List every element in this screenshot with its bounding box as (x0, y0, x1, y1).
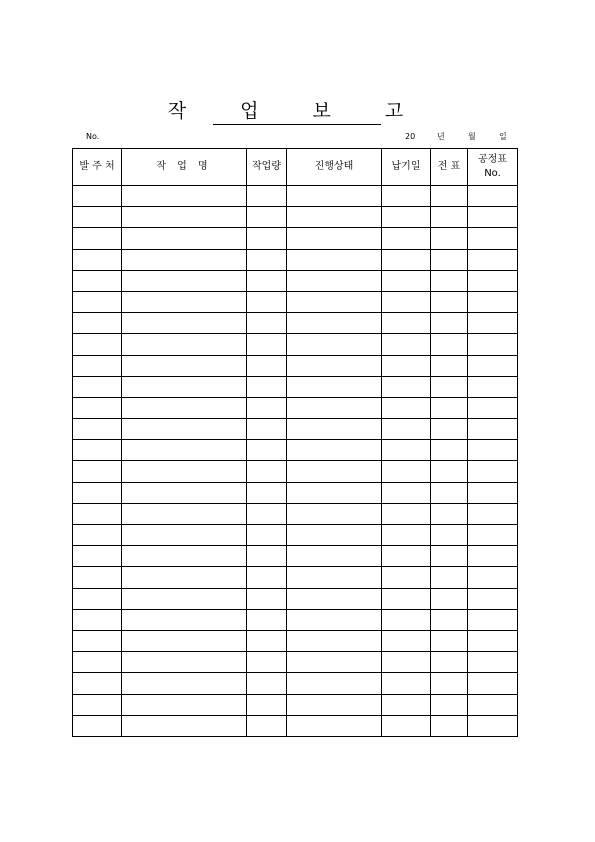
client-cell[interactable] (73, 270, 122, 291)
table-row (73, 525, 518, 546)
client-cell[interactable] (73, 419, 122, 440)
due-date-cell[interactable] (382, 546, 431, 567)
status-cell[interactable] (287, 588, 382, 609)
process-no-cell[interactable] (468, 482, 518, 503)
table-row (73, 567, 518, 588)
due-date-cell[interactable] (382, 228, 431, 249)
process-no-cell[interactable] (468, 694, 518, 715)
due-date-cell[interactable] (382, 186, 431, 207)
client-cell[interactable] (73, 630, 122, 651)
client-cell[interactable] (73, 355, 122, 376)
slip-cell[interactable] (431, 588, 468, 609)
slip-cell[interactable] (431, 207, 468, 228)
due-date-cell[interactable] (382, 334, 431, 355)
job-name-cell[interactable] (122, 546, 247, 567)
job-name-cell[interactable] (122, 694, 247, 715)
date-month-label: 월 (468, 132, 476, 141)
table-row (73, 270, 518, 291)
status-cell[interactable] (287, 376, 382, 397)
quantity-cell[interactable] (247, 207, 287, 228)
process-no-cell[interactable] (468, 419, 518, 440)
table-row (73, 694, 518, 715)
job-name-cell[interactable] (122, 461, 247, 482)
due-date-cell[interactable] (382, 588, 431, 609)
status-cell[interactable] (287, 673, 382, 694)
job-name-cell[interactable] (122, 355, 247, 376)
due-date-cell[interactable] (382, 715, 431, 736)
process-no-cell[interactable] (468, 249, 518, 270)
table-row (73, 376, 518, 397)
header-process-sheet-no (468, 149, 518, 186)
job-name-cell[interactable] (122, 482, 247, 503)
table-row (73, 546, 518, 567)
status-cell[interactable] (287, 715, 382, 736)
job-name-cell[interactable] (122, 630, 247, 651)
table-row (73, 652, 518, 673)
header-client: 발 주 처 (73, 149, 122, 186)
slip-cell[interactable] (431, 270, 468, 291)
job-name-cell[interactable] (122, 270, 247, 291)
quantity-cell[interactable] (247, 291, 287, 312)
process-no-cell[interactable] (468, 186, 518, 207)
process-no-cell[interactable] (468, 673, 518, 694)
process-no-cell[interactable] (468, 376, 518, 397)
client-cell[interactable] (73, 207, 122, 228)
process-no-cell[interactable] (468, 652, 518, 673)
quantity-cell[interactable] (247, 461, 287, 482)
table-row (73, 228, 518, 249)
job-name-cell[interactable] (122, 376, 247, 397)
due-date-cell[interactable] (382, 525, 431, 546)
status-cell[interactable] (287, 567, 382, 588)
process-no-cell[interactable] (468, 525, 518, 546)
table-row (73, 588, 518, 609)
job-name-cell[interactable] (122, 652, 247, 673)
status-cell[interactable] (287, 207, 382, 228)
due-date-cell[interactable] (382, 482, 431, 503)
slip-cell[interactable] (431, 313, 468, 334)
slip-cell[interactable] (431, 694, 468, 715)
quantity-cell[interactable] (247, 419, 287, 440)
quantity-cell[interactable] (247, 503, 287, 524)
process-no-cell[interactable] (468, 630, 518, 651)
due-date-cell[interactable] (382, 567, 431, 588)
table-row (73, 715, 518, 736)
quantity-cell[interactable] (247, 270, 287, 291)
due-date-cell[interactable] (382, 270, 431, 291)
process-no-cell[interactable] (468, 355, 518, 376)
status-cell[interactable] (287, 630, 382, 651)
job-name-cell[interactable] (122, 334, 247, 355)
document-number-label: No. (86, 132, 100, 141)
client-cell[interactable] (73, 609, 122, 630)
process-no-cell[interactable] (468, 334, 518, 355)
client-cell[interactable] (73, 525, 122, 546)
due-date-cell[interactable] (382, 440, 431, 461)
process-no-cell[interactable] (468, 546, 518, 567)
status-cell[interactable] (287, 652, 382, 673)
process-no-cell[interactable] (468, 313, 518, 334)
process-no-cell[interactable] (468, 440, 518, 461)
quantity-cell[interactable] (247, 228, 287, 249)
status-cell[interactable] (287, 609, 382, 630)
slip-cell[interactable] (431, 673, 468, 694)
due-date-cell[interactable] (382, 652, 431, 673)
quantity-cell[interactable] (247, 694, 287, 715)
slip-cell[interactable] (431, 228, 468, 249)
status-cell[interactable] (287, 525, 382, 546)
table-row (73, 291, 518, 312)
status-cell[interactable] (287, 270, 382, 291)
process-no-cell[interactable] (468, 503, 518, 524)
quantity-cell[interactable] (247, 630, 287, 651)
process-no-cell[interactable] (468, 207, 518, 228)
client-cell[interactable] (73, 503, 122, 524)
table-row (73, 207, 518, 228)
slip-cell[interactable] (431, 249, 468, 270)
table-row (73, 503, 518, 524)
slip-cell[interactable] (431, 715, 468, 736)
client-cell[interactable] (73, 461, 122, 482)
quantity-cell[interactable] (247, 482, 287, 503)
status-cell[interactable] (287, 228, 382, 249)
due-date-cell[interactable] (382, 673, 431, 694)
quantity-cell[interactable] (247, 313, 287, 334)
job-name-cell[interactable] (122, 440, 247, 461)
header-quantity: 작업량 (247, 149, 287, 186)
job-name-cell[interactable] (122, 503, 247, 524)
client-cell[interactable] (73, 482, 122, 503)
client-cell[interactable] (73, 588, 122, 609)
slip-cell[interactable] (431, 397, 468, 418)
job-name-cell[interactable] (122, 525, 247, 546)
status-cell[interactable] (287, 186, 382, 207)
table-row (73, 355, 518, 376)
table-row (73, 419, 518, 440)
table-row (73, 630, 518, 651)
quantity-cell[interactable] (247, 673, 287, 694)
slip-cell[interactable] (431, 376, 468, 397)
quantity-cell[interactable] (247, 249, 287, 270)
due-date-cell[interactable] (382, 313, 431, 334)
client-cell[interactable] (73, 715, 122, 736)
table-row (73, 482, 518, 503)
client-cell[interactable] (73, 546, 122, 567)
slip-cell[interactable] (431, 652, 468, 673)
job-name-cell[interactable] (122, 249, 247, 270)
quantity-cell[interactable] (247, 609, 287, 630)
client-cell[interactable] (73, 313, 122, 334)
job-name-cell[interactable] (122, 397, 247, 418)
process-no-cell[interactable] (468, 228, 518, 249)
table-row (73, 397, 518, 418)
quantity-cell[interactable] (247, 567, 287, 588)
title-underline (213, 124, 381, 125)
quantity-cell[interactable] (247, 525, 287, 546)
client-cell[interactable] (73, 186, 122, 207)
quantity-cell[interactable] (247, 546, 287, 567)
quantity-cell[interactable] (247, 334, 287, 355)
process-no-cell[interactable] (468, 270, 518, 291)
slip-cell[interactable] (431, 355, 468, 376)
header-job-name: 작 업 명 (122, 149, 247, 186)
client-cell[interactable] (73, 376, 122, 397)
due-date-cell[interactable] (382, 503, 431, 524)
table-row (73, 461, 518, 482)
client-cell[interactable] (73, 567, 122, 588)
quantity-cell[interactable] (247, 186, 287, 207)
quantity-cell[interactable] (247, 588, 287, 609)
client-cell[interactable] (73, 249, 122, 270)
process-no-cell[interactable] (468, 461, 518, 482)
status-cell[interactable] (287, 440, 382, 461)
due-date-cell[interactable] (382, 630, 431, 651)
client-cell[interactable] (73, 652, 122, 673)
slip-cell[interactable] (431, 482, 468, 503)
status-cell[interactable] (287, 461, 382, 482)
status-cell[interactable] (287, 313, 382, 334)
slip-cell[interactable] (431, 334, 468, 355)
table-row (73, 609, 518, 630)
process-no-cell[interactable] (468, 291, 518, 312)
due-date-cell[interactable] (382, 291, 431, 312)
slip-cell[interactable] (431, 461, 468, 482)
slip-cell[interactable] (431, 419, 468, 440)
job-name-cell[interactable] (122, 419, 247, 440)
status-cell[interactable] (287, 503, 382, 524)
status-cell[interactable] (287, 419, 382, 440)
due-date-cell[interactable] (382, 609, 431, 630)
status-cell[interactable] (287, 546, 382, 567)
client-cell[interactable] (73, 291, 122, 312)
quantity-cell[interactable] (247, 397, 287, 418)
table-header-row (73, 149, 518, 186)
job-name-cell[interactable] (122, 567, 247, 588)
status-cell[interactable] (287, 694, 382, 715)
due-date-cell[interactable] (382, 376, 431, 397)
status-cell[interactable] (287, 397, 382, 418)
quantity-cell[interactable] (247, 376, 287, 397)
client-cell[interactable] (73, 397, 122, 418)
client-cell[interactable] (73, 673, 122, 694)
header-process-no: No. (484, 168, 501, 179)
header-slip: 전 표 (431, 149, 468, 186)
process-no-cell[interactable] (468, 567, 518, 588)
slip-cell[interactable] (431, 630, 468, 651)
status-cell[interactable] (287, 482, 382, 503)
due-date-cell[interactable] (382, 355, 431, 376)
job-name-cell[interactable] (122, 207, 247, 228)
job-name-cell[interactable] (122, 715, 247, 736)
date-year-prefix: 20 (405, 132, 416, 141)
slip-cell[interactable] (431, 567, 468, 588)
status-cell[interactable] (287, 355, 382, 376)
job-name-cell[interactable] (122, 186, 247, 207)
due-date-cell[interactable] (382, 694, 431, 715)
status-cell[interactable] (287, 291, 382, 312)
job-name-cell[interactable] (122, 291, 247, 312)
table-row (73, 673, 518, 694)
client-cell[interactable] (73, 228, 122, 249)
status-cell[interactable] (287, 334, 382, 355)
slip-cell[interactable] (431, 440, 468, 461)
process-no-cell[interactable] (468, 588, 518, 609)
job-name-cell[interactable] (122, 228, 247, 249)
document-title: 작 업 보 고 (167, 100, 428, 122)
quantity-cell[interactable] (247, 355, 287, 376)
client-cell[interactable] (73, 334, 122, 355)
slip-cell[interactable] (431, 525, 468, 546)
table-row (73, 186, 518, 207)
due-date-cell[interactable] (382, 461, 431, 482)
quantity-cell[interactable] (247, 715, 287, 736)
process-no-cell[interactable] (468, 609, 518, 630)
slip-cell[interactable] (431, 503, 468, 524)
due-date-cell[interactable] (382, 397, 431, 418)
due-date-cell[interactable] (382, 249, 431, 270)
process-no-cell[interactable] (468, 715, 518, 736)
quantity-cell[interactable] (247, 440, 287, 461)
client-cell[interactable] (73, 694, 122, 715)
client-cell[interactable] (73, 440, 122, 461)
due-date-cell[interactable] (382, 419, 431, 440)
job-name-cell[interactable] (122, 588, 247, 609)
table-row (73, 334, 518, 355)
table-row (73, 440, 518, 461)
slip-cell[interactable] (431, 546, 468, 567)
date-day-label: 일 (499, 132, 507, 141)
slip-cell[interactable] (431, 186, 468, 207)
job-name-cell[interactable] (122, 609, 247, 630)
table-row (73, 249, 518, 270)
process-no-cell[interactable] (468, 397, 518, 418)
header-due-date: 납기일 (382, 149, 431, 186)
table-row (73, 313, 518, 334)
job-name-cell[interactable] (122, 313, 247, 334)
date-year-label: 년 (437, 132, 445, 141)
status-cell[interactable] (287, 249, 382, 270)
table-body (73, 186, 518, 737)
quantity-cell[interactable] (247, 652, 287, 673)
job-name-cell[interactable] (122, 673, 247, 694)
due-date-cell[interactable] (382, 207, 431, 228)
header-progress-status: 진행상태 (287, 149, 382, 186)
slip-cell[interactable] (431, 609, 468, 630)
work-report-table (72, 148, 518, 737)
header-process-sheet: 공정표 (478, 154, 507, 165)
slip-cell[interactable] (431, 291, 468, 312)
